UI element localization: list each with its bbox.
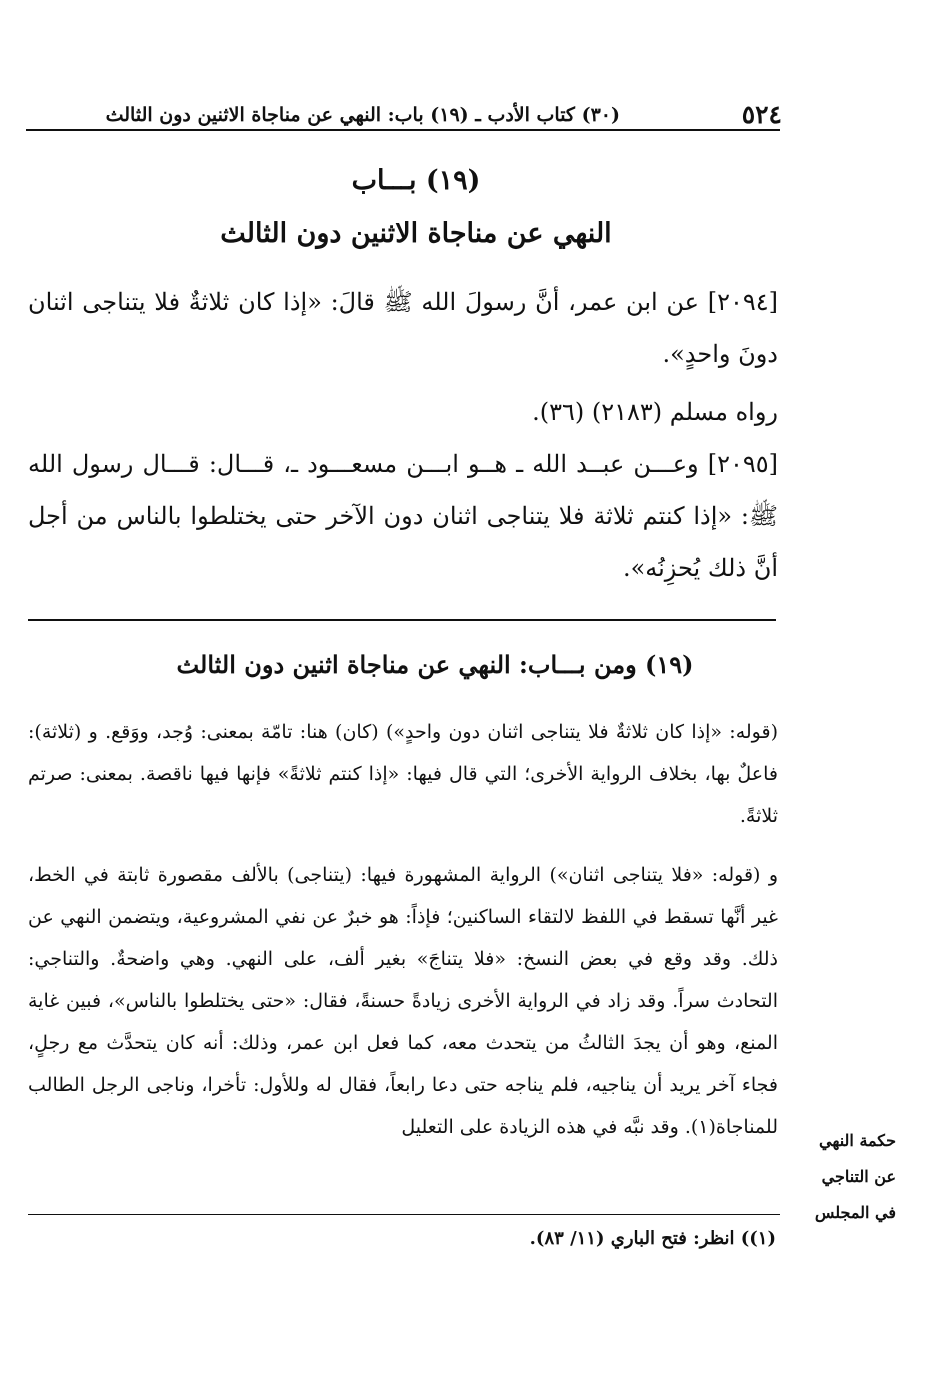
- chapter-number: (١٩) بـــاب: [351, 165, 481, 196]
- margin-note: حكمة النهي عن التناجي في المجلس: [814, 1131, 896, 1222]
- hadith-source: رواه مسلم (٢١٨٣) (٣٦).: [532, 398, 778, 426]
- commentary-paragraph: و (قوله: «فلا يتناجى اثنان») الرواية المشهورة فيها: (يتناجى) بالألف مقصورة ثابتة في الخط، غير أنَّها تسقط في اللفظ لالتقاء الساكنين؛ فإذاً: هو خبرٌ عن نفي المشروعية، ويتضمن النهي عن ذلك. وقد وقع في بعض النسخ: «فلا يتناجَ» بغير ألف، على النهي. وهي واضحةٌ. والتناجي: التحادث سراً. وقد زاد في الرواية الأخرى زيادةً حسنةً، فقال: «حتى يختلطوا بالناس»، فبين غاية المنع، وهو أن يجدَ الثالثُ من يتحدث معه، كما فعل ابن عمر، وذلك: أنه كان يتحدَّث مع رجلٍ، فجاء آخر يريد أن يناجيه، فلم يناجه حتى دعا رابعاً، فقال له وللأول: تأخرا، وناجى الرجل الطالب للمناجاة(١). وقد نبَّه في هذه الزيادة على التعليل: [28, 864, 778, 1138]
- commentary-title: (١٩) ومن بـــاب: النهي عن مناجاة اثنين دون الثالث: [176, 650, 694, 679]
- commentary-paragraph: (قوله: «إذا كان ثلاثةٌ فلا يتناجى اثنان دون واحدٍ») (كان) هنا: تامّة بمعنى: وُجد، ووَقع. و (ثلاثة): فاعلٌ بها، بخلاف الرواية الأخرى؛ التي قال فيها: «إذا كنتم ثلاثةً» فإنها فيها ناقصة. بمعنى: صرتم ثلاثةً.: [28, 721, 778, 827]
- footnote-rule: [28, 1214, 780, 1215]
- page-header: [105, 92, 782, 132]
- page-number: ٥٢٤: [741, 100, 782, 129]
- running-head: (٣٠) كتاب الأدب ـ (١٩) باب: النهي عن مناجاة الاثنين دون الثالث: [105, 104, 620, 126]
- hadith-2095: [٢٠٩٥] وعـــن عبــد الله ـ هــو ابـــن مسعـــود ـ، قـــال: قـــال رسول الله ﷺ: «إذا كنتم ثلاثة فلا يتناجى اثنان دون الآخر حتى يختلطوا بالناس من أجل أنَّ ذلك يُحزِنُه».: [28, 450, 778, 582]
- hadith-2094: [٢٠٩٤] عن ابن عمر، أنَّ رسولَ الله ﷺ قالَ: «إذا كان ثلاثةٌ فلا يتناجى اثنان دونَ واحدٍ».: [28, 288, 778, 368]
- footnote: (١)) انظر: فتح الباري (١١/ ٨٣).: [529, 1228, 776, 1249]
- section-divider: [28, 619, 776, 621]
- chapter-title: النهي عن مناجاة الاثنين دون الثالث: [220, 218, 612, 249]
- header-rule: [26, 129, 780, 131]
